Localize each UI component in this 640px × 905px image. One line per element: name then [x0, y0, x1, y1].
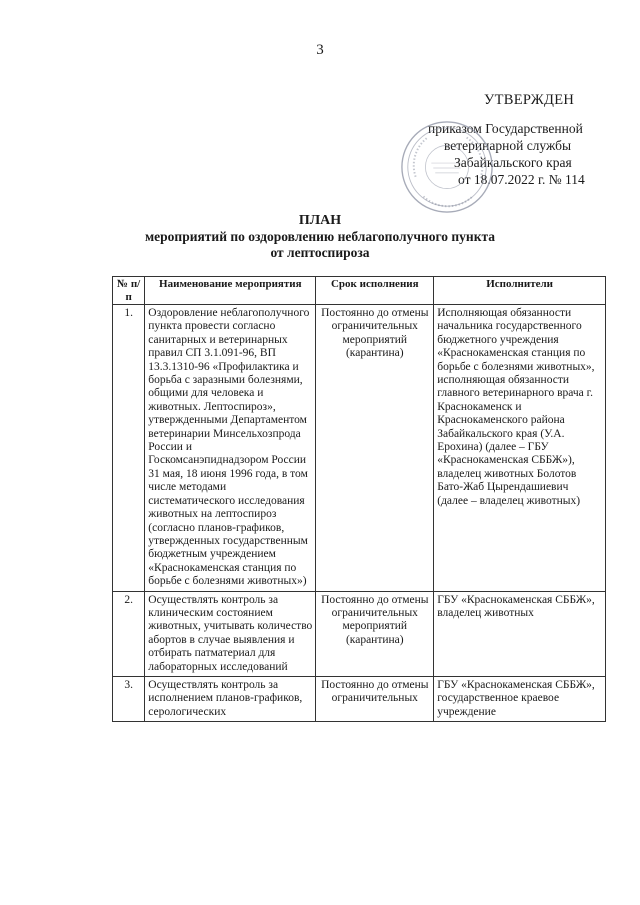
table-row	[113, 305, 606, 592]
approval-region-line: Забайкальского края	[454, 155, 572, 170]
page-number: 3	[316, 42, 324, 58]
table-row	[113, 676, 606, 721]
title-main: ПЛАН	[298, 213, 342, 228]
row-term: Постоянно до отмены ограничительных мероприятий (карантина)	[316, 591, 434, 676]
title-line-3: от лептоспироза	[270, 245, 370, 260]
row-number: 1.	[113, 305, 145, 592]
header-activity: Наименование мероприятия	[145, 277, 316, 305]
row-term: Постоянно до отмены ограничительных мероприятий (карантина)	[316, 305, 434, 592]
row-executors: ГБУ «Краснокаменская СББЖ», владелец животных	[434, 591, 606, 676]
header-executors: Исполнители	[434, 277, 606, 305]
row-term: Постоянно до отмены ограничительных	[316, 676, 434, 721]
row-executors: ГБУ «Краснокаменская СББЖ», государственное краевое учреждение	[434, 676, 606, 721]
official-stamp-icon	[398, 118, 496, 216]
row-executors: Исполняющая обязанности начальника государственного бюджетного учреждения «Краснокаменская станция по борьбе с болезнями животных», исполняющая обязанности главного ветеринарного врача г. Краснокаменск и Краснокаменского района Забайкальского края (У.А. Ерохина) (далее – ГБУ «Краснокаменская СББЖ»), владелец животных Болотов Бато-Жаб Цырендашиевич (далее – владелец животных)	[434, 305, 606, 592]
row-activity: Осуществлять контроль за клиническим состоянием животных, учитывать количество абортов в случае выявления и отбирать патматериал для лабораторных исследований	[145, 591, 316, 676]
row-number: 3.	[113, 676, 145, 721]
row-number: 2.	[113, 591, 145, 676]
approval-order-line: приказом Государственной	[428, 121, 583, 136]
approval-service-line: ветеринарной службы	[444, 138, 572, 153]
table-header-row	[113, 277, 606, 305]
row-activity: Оздоровление неблагополучного пункта провести согласно санитарных и ветеринарных правил СП 3.1.091-96, ВП 13.3.1310-96 «Профилактика и борьба с заразными болезнями, общими для человека и животных. Лептоспироз», утвержденными Департаментом ветеринарии Минсельхозпрода России и Госкомсанэпиднадзором России 31 мая, 18 июня 1996 года, в том числе методами систематического исследования животных на лептоспироз (согласно планов-графиков, утвержденных государственным бюджетным учреждением «Краснокаменская станция по борьбе с болезнями животных»)	[145, 305, 316, 592]
document-title	[0, 213, 640, 261]
header-number: № п/п	[113, 277, 145, 305]
row-activity: Осуществлять контроль за исполнением планов-графиков, серологических	[145, 676, 316, 721]
plan-table	[112, 276, 606, 722]
approval-date-line: от 18.07.2022 г. № 114	[458, 172, 585, 187]
table-row	[113, 591, 606, 676]
header-term: Срок исполнения	[316, 277, 434, 305]
title-line-2: мероприятий по оздоровлению неблагополучного пункта	[144, 229, 496, 244]
approved-label: УТВЕРЖДЕН	[484, 92, 575, 108]
